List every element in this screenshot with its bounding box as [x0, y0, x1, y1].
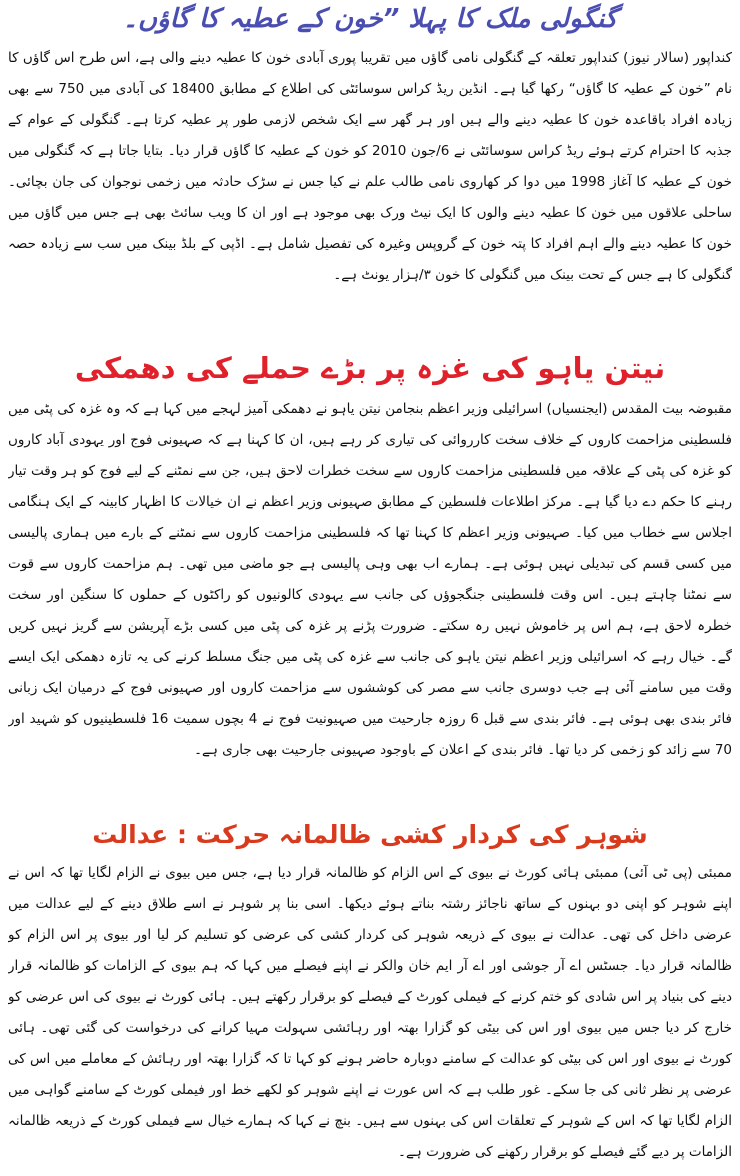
headline-husband-character-court: شوہر کی کردار کشی ظالمانہ حرکت : عدالت	[92, 819, 648, 849]
headline-blood-donation-village: گنگولی ملک کا پہلا ”خون کے عطیہ کا گاؤں۔	[122, 4, 618, 34]
headline-netanyahu-gaza-threat: نیتن یاہو کی غزہ پر بڑے حملے کی دھمکی	[74, 351, 666, 386]
article-blood-donation-village: کنداپور (سالار نیوز) کنداپور تعلقہ کے گنگولی نامی گاؤں میں تقریبا پوری آبادی خون کا عطیہ دینے والی ہے، اس طرح اس گاؤں کا نام ”خون کے عطیہ کا گاؤں“ رکھا گیا ہے۔ انڈین ریڈ کراس سوسائٹی کی اطلاع کے مطابق 18400 کی آبادی میں 750 سے بھی زیادہ افراد باقاعدہ خون کا عطیہ دینے والے ہیں اور ہر گھر سے ایک شخص لازمی طور پر عطیہ کرتا ہے۔ گنگولی کے عوام کے جذبہ کا احترام کرتے ہوئے ریڈ کراس سوسائٹی نے 6/جون 2010 کو خون کے عطیہ کا گاؤں قرار دیا۔ بتایا جاتا ہے کہ گنگولی میں خون کے عطیہ کا آغاز 1998 میں دوا کر کھاروی نامی طالب علم نے کیا جس نے سڑک حادثہ میں زخمی نوجوان کی جان بچائی۔ ساحلی علاقوں میں خون کا عطیہ دینے والوں کا ایک نیٹ ورک بھی موجود ہے اور ان کا ویب سائٹ بھی ہے جس میں گاؤں میں خون کا عطیہ دینے والے اہم افراد کا پتہ خون کے گروپس وغیرہ کی تفصیل شامل ہے۔ اڈپی کے بلڈ بینک میں سب سے زیادہ حصہ گنگولی کا ہے جس کے تحت بینک میں گنگولی کا خون ۳/ہزار یونٹ ہے۔	[8, 50, 732, 284]
article-husband-character-court: ممبئی (پی ٹی آئی) ممبئی ہائی کورٹ نے بیوی کے اس الزام کو ظالمانہ قرار دیا ہے، جس میں بیوی نے الزام لگایا تھا کہ اس نے اپنے شوہر کو اپنی دو بہنوں کے ساتھ ناجائز رشتہ بناتے ہوئے دیکھا۔ اسی بنا پر شوہر نے اسے طلاق دینے کے لیے عدالت میں عرضی داخل کی تھی۔ عدالت نے بیوی کے ذریعہ شوہر کی کردار کشی کی عرضی کو تسلیم کر لیا اور بیوی پر اس الزام کو ظالمانہ قرار دیا۔ جسٹس اے آر جوشی اور اے آر ایم خان والکر نے اپنے فیصلے میں کہا کہ ہم بیوی کے الزامات کو ظالمانہ قرار دینے کی بنیاد پر اس شادی کو ختم کرنے کے فیملی کورٹ کے فیصلے کو برقرار رکھتے ہیں۔ ہائی کورٹ نے بیوی کی اس عرضی کو خارج کر دیا جس میں بیوی اور اس کی بیٹی کو گزارا بھتہ اور رہائشی سہولت مہیا کرانے کی درخواست کی گئی تھی۔ ہائی کورٹ نے بیوی اور اس کی بیٹی کو عدالت کے سامنے دوبارہ حاضر ہونے کو کہا تا کہ گزارا بھتہ اور رہائش کے معاملے میں اس کی عرضی پر نظر ثانی کی جا سکے۔ غور طلب ہے کہ اس عورت نے اپنے شوہر کو لکھے خط اور فیملی کورٹ کے سامنے گواہی میں الزام لگایا تھا کہ اس کے شوہر کے تعلقات اس کی بہنوں سے ہیں۔ بنچ نے کہا کہ ہمارے خیال سے فیملی کورٹ کے ذریعہ ظالمانہ الزامات پر دیے گئے فیصلے کو برقرار رکھنے کی ضرورت ہے۔	[8, 864, 732, 1160]
article-netanyahu-gaza-threat: مقبوضہ بیت المقدس (ایجنسیاں) اسرائیلی وزیر اعظم بنجامن نیتن یاہو نے دھمکی آمیز لہجے میں کہا ہے کہ وہ غزہ کی پٹی میں فلسطینی مزاحمت کاروں کے خلاف سخت کارروائی کی تیاری کر رہے ہیں، ان کا کہنا ہے کہ صہیونی فوج اور یہودی آباد کاروں کو غزہ کی پٹی کے علاقہ میں فلسطینی مزاحمت کاروں سے سخت خطرات لاحق ہیں، جن سے نمٹنے کے لیے فوج کو ہر وقت تیار رہنے کا حکم دے دیا گیا ہے۔ مرکز اطلاعات فلسطین کے مطابق صہیونی وزیر اعظم نے ان خیالات کا اظہار کابینہ کے ایک ہنگامی اجلاس سے خطاب میں کیا۔ صہیونی وزیر اعظم کا کہنا تھا کہ فلسطینی مزاحمت کاروں سے نمٹنے کے بارے میں ہماری پالیسی میں کسی قسم کی تبدیلی نہیں ہوئی ہے۔ ہمارے اب بھی وہی پالیسی ہے جو ماضی میں تھی۔ ہم مزاحمت کاروں سے قوت سے نمٹنا چاہتے ہیں۔ اس وقت فلسطینی جنگجوؤں کی جانب سے یہودی کالونیوں کو راکٹوں کے حملوں کا سنگین اور سخت خطرہ لاحق ہے، ہم اس پر خاموش نہیں رہ سکتے۔ ضرورت پڑنے پر غزہ کی پٹی میں کسی بڑے آپریشن سے گریز نہیں کریں گے۔ خیال رہے کہ اسرائیلی وزیر اعظم نیتن یاہو کی جانب سے غزہ کی پٹی میں جنگ مسلط کرنے کی یہ تازہ دھمکی ایک ایسے وقت میں سامنے آئی ہے جب دوسری جانب سے مصر کی کوششوں سے مزاحمت کاروں اور صہیونی فوج کے درمیان ایک زبانی فائر بندی بھی ہوئی ہے۔ فائر بندی سے قبل 6 روزہ جارحیت میں صہیونیت فوج نے 4 بچوں سمیت 16 فلسطینیوں کو شہید اور 70 سے زائد کو زخمی کر دیا تھا۔ فائر بندی کے اعلان کے باوجود صہیونی جارحیت بھی جاری ہے۔	[8, 400, 732, 758]
